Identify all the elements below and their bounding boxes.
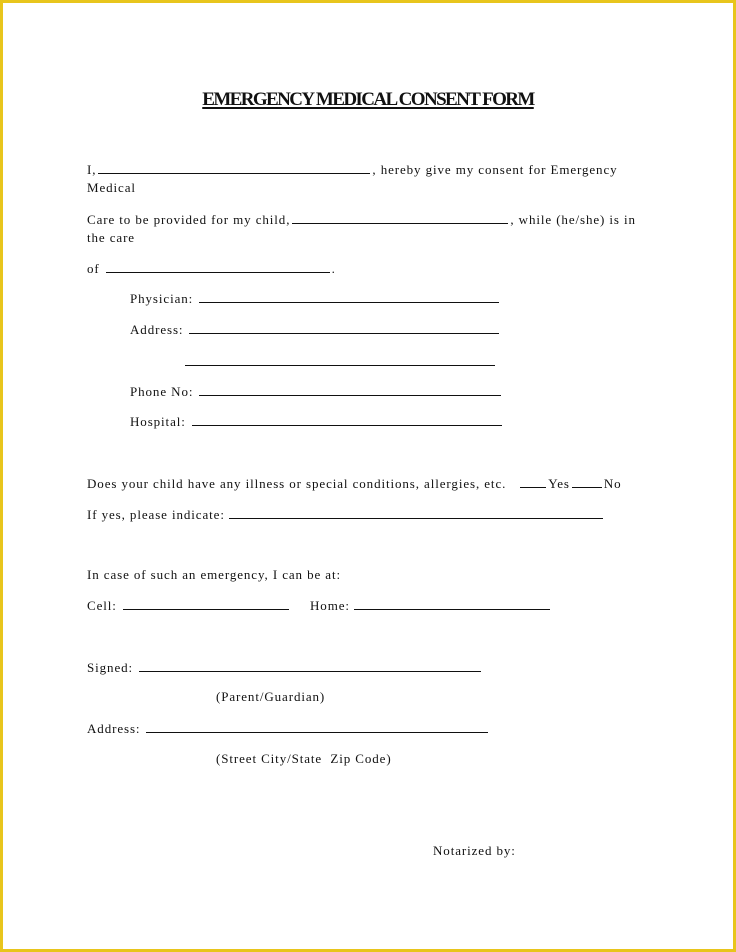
signer-address-caption: (Street City/State Zip Code): [216, 751, 392, 766]
consent-line-1-wrap: Medical: [87, 180, 136, 195]
signer-address-field[interactable]: [146, 720, 488, 733]
phone-row: [130, 383, 503, 400]
physician-field[interactable]: [199, 290, 499, 303]
caregiver-name-field[interactable]: [106, 260, 330, 273]
signed-caption: (Parent/Guardian): [216, 689, 326, 704]
form-title: EMERGENCY MEDICAL CONSENT FORM: [202, 89, 534, 110]
physician-row: [130, 290, 501, 307]
consent-line-1: [87, 161, 618, 178]
yes-field[interactable]: [520, 475, 546, 488]
cell-field[interactable]: [123, 597, 289, 610]
conditions-details-field[interactable]: [229, 506, 603, 519]
signature-field[interactable]: [139, 659, 481, 672]
parent-name-field[interactable]: [98, 161, 370, 174]
consent-line-1-text: , hereby give my consent for Emergency: [372, 162, 618, 177]
no-field[interactable]: [572, 475, 602, 488]
home-label: Home:: [310, 598, 350, 613]
indicate-row: [87, 506, 605, 523]
hospital-field[interactable]: [192, 413, 502, 426]
phone-field[interactable]: [199, 383, 501, 396]
phone-label: Phone No:: [130, 384, 194, 399]
notarized-by-label: Notarized by:: [433, 843, 516, 858]
signed-label: Signed:: [87, 660, 134, 675]
consent-i-label: I,: [87, 162, 97, 177]
hospital-row: [130, 413, 504, 430]
physician-label: Physician:: [130, 291, 194, 306]
physician-address-row: [130, 321, 501, 338]
indicate-label: If yes, please indicate:: [87, 507, 225, 522]
consent-of-label: of: [87, 261, 100, 276]
cell-row: [87, 597, 291, 614]
cell-label: Cell:: [87, 598, 117, 613]
consent-line-2: [87, 211, 636, 228]
conditions-question: Does your child have any illness or special conditions, allergies, etc.: [87, 476, 507, 491]
consent-period: .: [331, 261, 336, 276]
signed-row: [87, 659, 483, 676]
physician-address-field[interactable]: [189, 321, 499, 334]
conditions-row: [87, 475, 622, 492]
home-field[interactable]: [354, 597, 550, 610]
yes-label: Yes: [548, 476, 570, 491]
hospital-label: Hospital:: [130, 414, 186, 429]
physician-address-label: Address:: [130, 322, 184, 337]
signer-address-label: Address:: [87, 721, 141, 736]
no-label: No: [603, 476, 622, 491]
consent-line-3: [87, 260, 336, 277]
signer-address-row: [87, 720, 490, 737]
consent-line-2-text: Care to be provided for my child,: [87, 212, 291, 227]
physician-address-line-2-field[interactable]: [185, 365, 495, 366]
child-name-field[interactable]: [292, 211, 508, 224]
contact-intro: In case of such an emergency, I can be at:: [87, 567, 342, 582]
home-row: [310, 597, 552, 614]
consent-line-2-end: , while (he/she) is in: [510, 212, 636, 227]
consent-line-2-wrap: the care: [87, 230, 135, 245]
